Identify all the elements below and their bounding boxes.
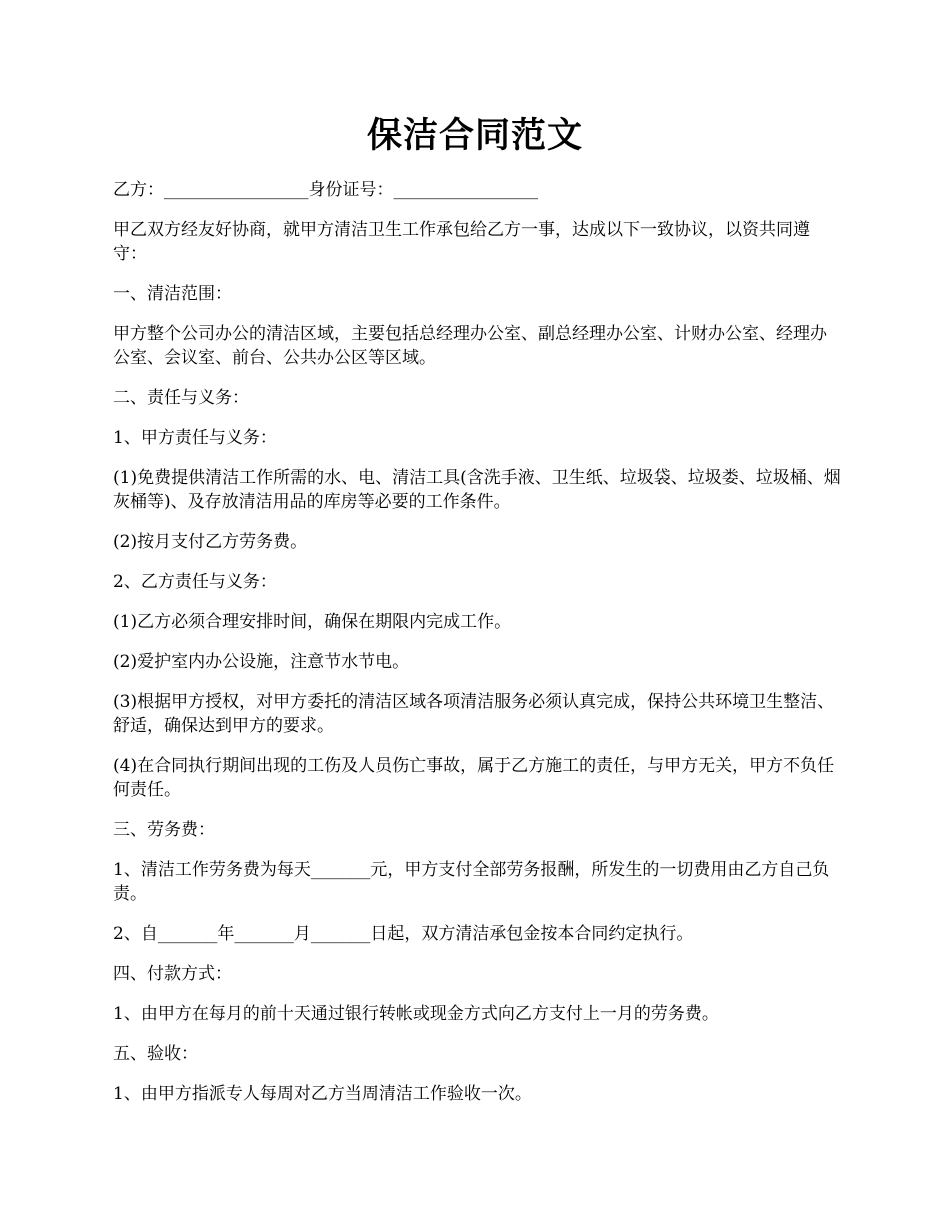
clause: (3)根据甲方授权，对甲方委托的清洁区域各项清洁服务必须认真完成，保持公共环境卫生整洁、舒适，确保达到甲方的要求。 bbox=[113, 692, 835, 736]
document-body bbox=[113, 178, 843, 1122]
subsection-heading: 2、乙方责任与义务： bbox=[113, 572, 277, 592]
section-heading: 三、劳务费： bbox=[113, 820, 215, 840]
clause: 2、自_______年_______月_______日起，双方清洁承包金按本合同约定执行。 bbox=[113, 924, 694, 944]
clause: (1)乙方必须合理安排时间，确保在期限内完成工作。 bbox=[113, 612, 512, 632]
party-b-line: 乙方：_________________身份证号：_________________ bbox=[113, 180, 538, 200]
clause: 1、由甲方在每月的前十天通过银行转帐或现金方式向乙方支付上一月的劳务费。 bbox=[113, 1004, 719, 1024]
section-heading: 一、清洁范围： bbox=[113, 284, 232, 304]
preamble-paragraph: 甲乙双方经友好协商，就甲方清洁卫生工作承包给乙方一事，达成以下一致协议，以资共同遵守： bbox=[113, 220, 810, 264]
clause: 1、由甲方指派专人每周对乙方当周清洁工作验收一次。 bbox=[113, 1084, 532, 1104]
section-heading: 四、付款方式： bbox=[113, 964, 232, 984]
clause: (2)爱护室内办公设施，注意节水节电。 bbox=[113, 652, 410, 672]
section-heading: 二、责任与义务： bbox=[113, 388, 249, 408]
clause: (2)按月支付乙方劳务费。 bbox=[113, 532, 308, 552]
clause: 1、清洁工作劳务费为每天_______元，甲方支付全部劳务报酬，所发生的一切费用由乙方自己负责。 bbox=[113, 860, 830, 904]
paragraph: 甲方整个公司办公的清洁区域，主要包括总经理办公室、副总经理办公室、计财办公室、经理办公室、会议室、前台、公共办公区等区域。 bbox=[113, 324, 827, 368]
clause: (4)在合同执行期间出现的工伤及人员伤亡事故，属于乙方施工的责任，与甲方无关，甲方不负任何责任。 bbox=[113, 756, 835, 800]
clause: (1)免费提供清洁工作所需的水、电、清洁工具(含洗手液、卫生纸、垃圾袋、垃圾娄、垃圾桶、烟灰桶等)、及存放清洁用品的库房等必要的工作条件。 bbox=[113, 468, 841, 512]
document-title: 保洁合同范文 bbox=[366, 115, 583, 156]
section-heading: 五、验收： bbox=[113, 1044, 198, 1064]
subsection-heading: 1、甲方责任与义务： bbox=[113, 428, 277, 448]
